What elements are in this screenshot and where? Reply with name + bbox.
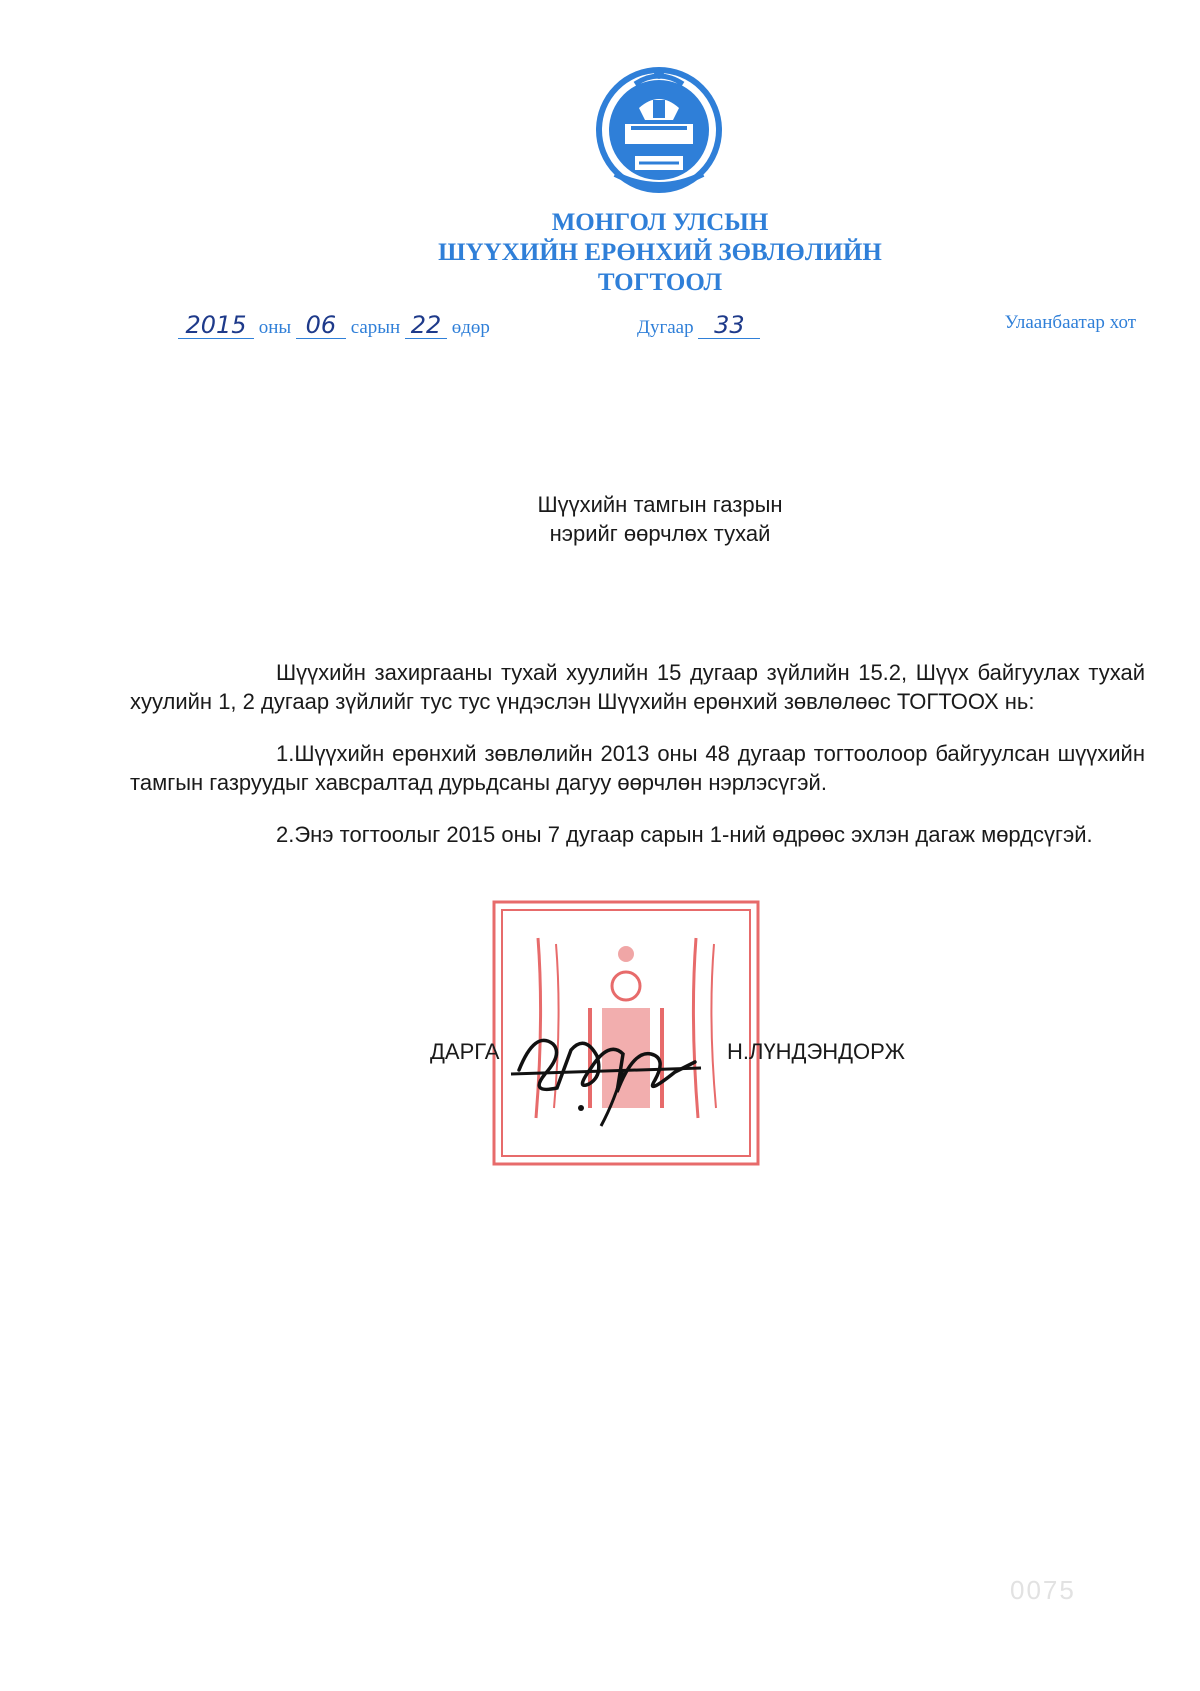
date-year: 2015 bbox=[178, 312, 254, 339]
signatory-title: ДАРГА bbox=[430, 1039, 500, 1064]
header-council: ШҮҮХИЙН ЕРӨНХИЙ ЗӨВЛӨЛИЙН bbox=[438, 239, 882, 266]
city-label: Улаанбаатар хот bbox=[1004, 312, 1136, 333]
date-line bbox=[178, 312, 490, 339]
document-body bbox=[130, 658, 1145, 872]
body-paragraph-3: 2.Энэ тогтоолыг 2015 оны 7 дугаар сарын 1-ний өдрөөс эхлэн дагаж мөрдсүгэй. bbox=[276, 822, 1093, 847]
day-suffix: өдөр bbox=[451, 317, 490, 338]
date-month: 06 bbox=[296, 312, 346, 339]
header-country: МОНГОЛ УЛСЫН bbox=[551, 209, 769, 236]
number-line bbox=[637, 312, 760, 339]
body-paragraph-2: 1.Шүүхийн ерөнхий зөвлөлийн 2013 оны 48 дугаар тогтоолоор байгуулсан шүүхийн тамгын газруудыг хавсралтад дурьдсаны дагуу өөрчлөн нэрлэсүгэй. bbox=[130, 741, 1145, 795]
month-suffix: сарын bbox=[350, 317, 401, 338]
document-header bbox=[300, 208, 1020, 298]
body-paragraph-1: Шүүхийн захиргааны тухай хуулийн 15 дугаар зүйлийн 15.2, Шүүх байгуулах тухай хуулийн 1, 2 дугаар зүйлийг тус тус үндэслэн Шүүхийн ерөнхий зөвлөлөөс ТОГТООХ нь: bbox=[130, 660, 1145, 714]
state-emblem-icon bbox=[595, 64, 723, 200]
signatory-name: Н.ЛҮНДЭНДОРЖ bbox=[727, 1039, 905, 1064]
subject-line-2: нэрийг өөрчлөх тухай bbox=[549, 521, 771, 546]
header-doc-type: ТОГТООЛ bbox=[597, 269, 723, 296]
year-suffix: оны bbox=[258, 317, 292, 338]
page-document-number: 0075 bbox=[1010, 1575, 1076, 1605]
date-day: 22 bbox=[405, 312, 447, 339]
subject-line-1: Шүүхийн тамгын газрын bbox=[537, 492, 783, 517]
handwritten-signature-icon bbox=[505, 1010, 705, 1130]
document-number-handwritten: 33 bbox=[698, 312, 760, 339]
number-label: Дугаар bbox=[637, 317, 694, 338]
subject-title bbox=[300, 490, 1020, 548]
